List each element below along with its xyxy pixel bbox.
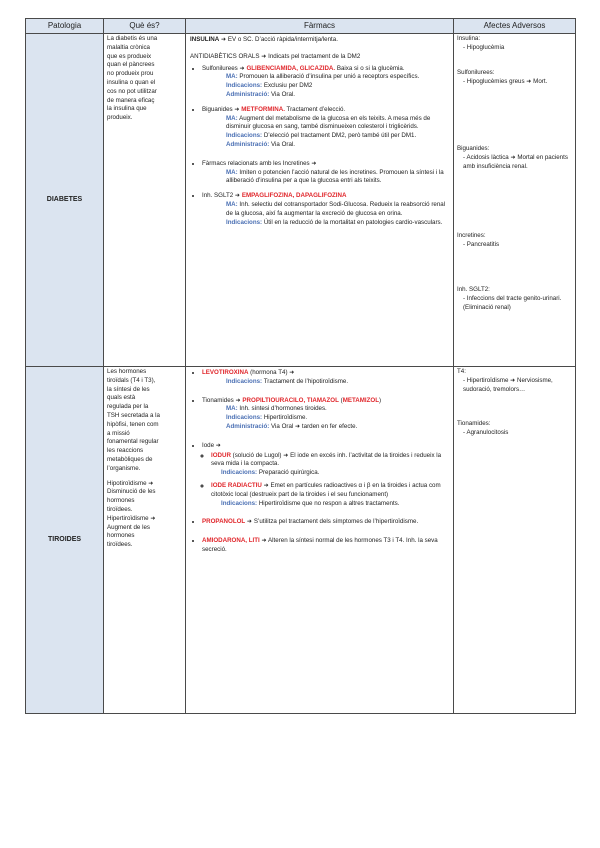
levotiroxina-item <box>202 369 449 387</box>
text-fragment: Inh. SGLT2: <box>457 286 490 293</box>
sglt-ind <box>202 219 449 228</box>
amiodarona-item <box>202 537 449 555</box>
insulina-line: INSULINA ➜ EV o SC. D’acció ràpida/intermitja/lenta. <box>190 36 338 43</box>
text-fragment: Tionamides <box>202 396 234 404</box>
diabetes-description <box>104 34 186 367</box>
text-fragment: EMPAGLIFOZINA, DAPAGLIFOZINA <box>241 192 347 200</box>
text-fragment: Indicacions: <box>226 132 263 140</box>
adv-t4 <box>457 368 572 420</box>
text-fragment: - Infeccions del tracte genito-urinari. (Eliminació renal) <box>463 295 572 313</box>
tiroides-drugs <box>186 367 454 714</box>
sglt-ma <box>202 201 449 219</box>
text-fragment: Tractament de l’hipotiroïdisme. <box>262 377 349 385</box>
row-diabetes <box>26 34 576 367</box>
text-fragment: GLIBENCIAMIDA, GLICAZIDA. <box>246 64 336 72</box>
text-fragment: METAMIZOL <box>342 396 380 404</box>
tiroides-que-es-1: Les hormones tiroïdals (T4 i T3), la síntesi de les quals està regulada per la TSH secretada a la hipòfisi, tenen com a missió fonamental regular les reaccions metabòliques de l’organisme. <box>107 368 160 472</box>
text-fragment: D’elecció pel tractament DM2, però també útil per DM1. <box>262 132 417 140</box>
text-fragment: Preparació quirúrgica. <box>257 469 320 477</box>
text-fragment: ➜ <box>311 159 317 167</box>
header-que-es: Què és? <box>104 19 186 34</box>
iodur-ind <box>211 469 449 478</box>
text-fragment: Incretines: <box>457 232 486 239</box>
adv-incretines <box>457 232 572 286</box>
antidiabetics-heading: ANTIDIABÈTICS ORALS ➜ Indicats pel tractament de la DM2 <box>190 52 361 60</box>
text-fragment: ➜ <box>234 105 240 113</box>
text-fragment: - Agranulocitosis <box>463 429 572 438</box>
text-fragment: AMIODARONA, LITI <box>202 537 260 545</box>
text-fragment: ➜ <box>239 64 245 72</box>
text-fragment: ) <box>379 396 382 404</box>
pharmacology-table <box>25 18 576 714</box>
text-fragment: MA: <box>226 200 238 208</box>
text-fragment: - Hipoglucèmies greus ➜ Mort. <box>463 78 572 87</box>
text-fragment: Indicacions: <box>221 469 258 477</box>
text-fragment: IODUR <box>211 451 231 459</box>
adv-biguanides <box>457 145 572 232</box>
text-fragment: Inh. SGLT2 <box>202 192 234 200</box>
sulfonilurees-item <box>202 65 449 100</box>
diabetes-drugs <box>186 34 454 367</box>
text-fragment: ( <box>338 396 343 404</box>
text-fragment: Útil en la reducció de la mortalitat en patologies cardio-vasculars. <box>262 218 443 226</box>
text-fragment: Tionamides: <box>457 420 491 427</box>
text-fragment: - Hipoglucèmia <box>463 44 572 53</box>
text-fragment: PROPILTIOURACILO, TIAMAZOL <box>242 396 339 404</box>
adv-sulfonilurees <box>457 69 572 145</box>
sglt2-item <box>202 192 449 227</box>
bigu-ma <box>202 115 449 133</box>
text-fragment: Administració: <box>226 422 270 430</box>
tiroides-list <box>190 369 449 555</box>
adv-insulina <box>457 35 572 69</box>
text-fragment: T4: <box>457 368 466 375</box>
text-fragment: - Pancreatitis <box>463 241 572 250</box>
iode-sublist <box>202 452 449 509</box>
diabetes-que-es-text: La diabetis és una malaltia crònica que es produeix quan el pàncrees no produeix prou insulina o quan el cos no pot utilitzar de manera eficaç la insulina que produeix. <box>107 35 158 122</box>
propanolol-item <box>202 518 449 527</box>
text-fragment: Baixa si o si la glucèmia. <box>335 64 405 72</box>
text-fragment: Sulfonilurees <box>202 64 238 72</box>
text-fragment: Administració: <box>226 140 270 148</box>
tionamides-item <box>202 397 449 432</box>
text-fragment: Promouen la alliberació d’insulina per unió a receptors específics. <box>237 73 420 81</box>
text-fragment: Sulfonilurees: <box>457 69 495 76</box>
tiona-adm <box>202 423 449 432</box>
bigu-adm <box>202 141 449 150</box>
pathology-tiroides: TIROIDES <box>26 367 104 714</box>
sulfo-ma <box>202 73 449 82</box>
header-afectes: Afectes Adversos <box>454 19 576 34</box>
tiroides-que-es-2: Hipotiroïdisme ➜ Disminució de les hormones tiroïdees. <box>107 479 156 513</box>
text-fragment: Via Oral. <box>269 90 296 98</box>
text-fragment: MA: <box>226 168 238 176</box>
diabetes-adverse <box>454 34 576 367</box>
text-fragment: Indicacions: <box>226 414 263 422</box>
levo-ind <box>202 378 449 387</box>
incr-ma <box>202 169 449 187</box>
incretines-item <box>202 160 449 186</box>
adv-sglt2 <box>457 286 572 312</box>
antidiabetics-list <box>190 65 449 228</box>
text-fragment: Insulina: <box>457 35 481 42</box>
text-fragment: Biguanides: <box>457 145 490 152</box>
text-fragment: ➜ Emet en partícules radioactives α i β en la tiroides i actua com citotòxic local (destrueix part de la tiroides i el seu funcionament) <box>211 481 441 498</box>
text-fragment: Via Oral. <box>269 140 296 148</box>
text-fragment: IODE RADIACTIU <box>211 481 262 489</box>
tiona-ind <box>202 414 449 423</box>
text-fragment: Hipertiroïdisme. <box>262 414 308 422</box>
text-fragment: ➜ S’utilitza pel tractament dels símptomes de l’hipertiroïdisme. <box>245 518 419 526</box>
text-fragment: PROPANOLOL <box>202 518 246 526</box>
text-fragment: Via Oral ➜ tarden en fer efecte. <box>269 422 358 430</box>
header-row <box>26 19 576 34</box>
text-fragment: Inh. síntesi d’hormones tiroides. <box>237 405 327 413</box>
text-fragment: (hormona T4) ➜ <box>248 369 295 376</box>
iodur-item <box>211 452 449 478</box>
text-fragment: LEVOTIROXINA <box>202 369 249 376</box>
iode-item <box>202 442 449 509</box>
text-fragment: ➜ <box>234 192 241 200</box>
text-fragment: Exclusiu per DM2 <box>262 82 313 90</box>
biguanides-item <box>202 106 449 150</box>
sulfo-adm <box>202 91 449 100</box>
iode-radiactiu-item <box>211 482 449 508</box>
text-fragment: Indicacions: <box>226 377 263 385</box>
text-fragment: - Acidosis làctica ➜ Mortal en pacients amb insuficiència renal. <box>463 154 572 172</box>
bigu-ind <box>202 132 449 141</box>
text-fragment: Administració: <box>226 90 270 98</box>
text-fragment: Indicacions: <box>221 499 258 507</box>
text-fragment: MA: <box>226 114 238 122</box>
text-fragment: Biguanides <box>202 105 233 113</box>
text-fragment: Hipertiroïdisme que no respon a altres tractaments. <box>257 499 400 507</box>
tiroides-description <box>104 367 186 714</box>
text-fragment: METFORMINA. <box>241 105 285 113</box>
text-fragment: (solució de Lugol) ➜ El iode en excés inh. l’activitat de la tiroides i redueix la seva mida i la compacta. <box>211 451 442 468</box>
sulfo-ind <box>202 82 449 91</box>
text-fragment: Indicacions: <box>226 218 263 226</box>
text-fragment: ➜ Alteren la síntesi normal de les hormones T3 i T4. Inh. la seva secreció. <box>202 537 438 553</box>
tiona-ma <box>202 405 449 414</box>
header-patologia: Patologia <box>26 19 104 34</box>
tiroides-que-es-3: Hipertiroïdisme ➜ Augment de les hormones tiroïdees. <box>107 514 156 549</box>
header-farmacs: Fàrmacs <box>186 19 454 34</box>
text-fragment: MA: <box>226 405 238 413</box>
text-fragment: Tractament d’elecció. <box>284 105 346 113</box>
text-fragment: Indicacions: <box>226 82 263 90</box>
tiroides-adverse <box>454 367 576 714</box>
text-fragment: Fàrmacs relacionats amb les Incretines <box>202 159 310 167</box>
text-fragment: Inh. selectiu del cotransportador Sodi-Glucosa. Redueix la reabsorció renal de la glucosa, així fa augmentar la excreció de glucosa en orina. <box>226 200 446 217</box>
radi-ind <box>211 500 449 509</box>
text-fragment: Iode ➜ <box>202 441 221 449</box>
adv-tionamides <box>457 420 572 438</box>
text-fragment: MA: <box>226 73 238 81</box>
row-tiroides <box>26 367 576 714</box>
text-fragment: - Hipertiroïdisme ➜ Nerviosisme, sudoració, tremolors… <box>463 377 572 395</box>
text-fragment: ➜ <box>235 396 241 404</box>
text-fragment: Imiten o potencien l’acció natural de les incretines. Promouen la síntesi i la alliberació d’insulina per a que la glucosa entri als teixits. <box>226 168 444 185</box>
pathology-diabetes: DIABETES <box>26 34 104 367</box>
text-fragment: Augment del metabolisme de la glucosa en els teixits. A mesa més de disminuir glucosa en sang, també disminueixen colesterol i triglicèrids. <box>226 114 431 131</box>
